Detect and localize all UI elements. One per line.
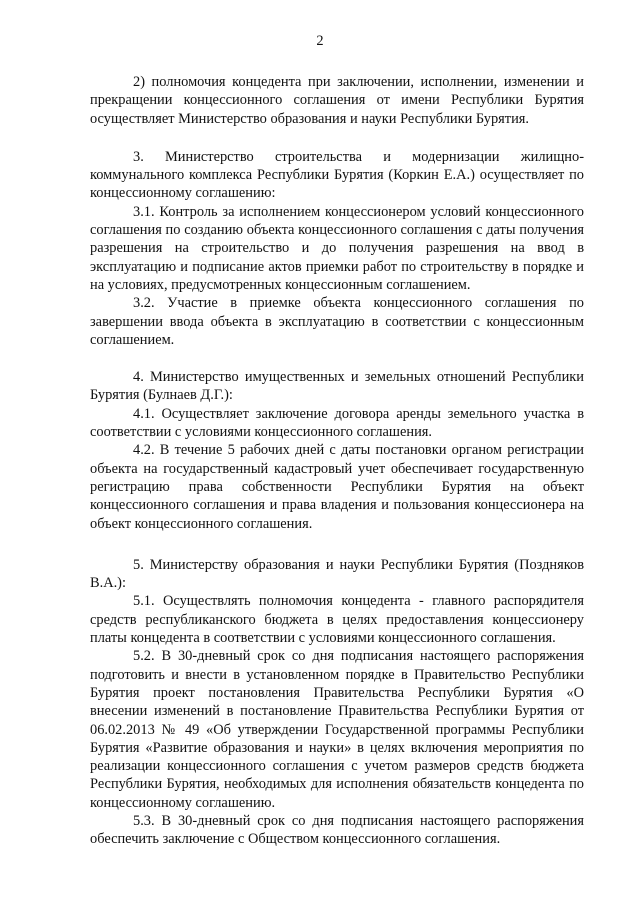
paragraph-5-2-draft-resolution: 5.2. В 30-дневный срок со дня подписания настоящего распоряжения подготовить и внести в установленном порядке в Правительство Республики Бурятия проект постановления Правительства Республики Бурятия «О внесении изменений в постановление Правительства Республики Бурятия от 06.02.2013 № 49 «Об утверждении Государственной программы Республики Бурятия «Развитие образования и науки» в целях включения мероприятия по реализации концессионного соглашения с учетом размеров средств бюджета Республики Бурятия, необходимых для исполнения обязательств концедента по концессионному соглашению.: [90, 648, 584, 811]
paragraph-3-2-acceptance: 3.2. Участие в приемке объекта концессионного соглашения по завершении ввода объекта в эксплуатацию в соответствии с концессионным соглашением.: [90, 295, 584, 348]
paragraph-4-ministry-property: 4. Министерство имущественных и земельных отношений Республики Бурятия (Булнаев Д.Г.):: [90, 369, 584, 404]
paragraph-5-3-agreement: 5.3. В 30-дневный срок со дня подписания настоящего распоряжения обеспечить заключение с Обществом концессионного соглашения.: [90, 812, 584, 848]
paragraph-4-2-registration: 4.2. В течение 5 рабочих дней с даты постановки органом регистрации объекта на государственный кадастровый учет обеспечивает государственную регистрацию права собственности Республики Бурятия на объект концессионного соглашения и права владения и пользования концессионера на объект концессионного соглашения.: [90, 442, 584, 532]
paragraph-4-1-lease: 4.1. Осуществляет заключение договора аренды земельного участка в соответствии с условиями концессионного соглашения.: [90, 405, 584, 441]
page-number: 2: [316, 33, 324, 49]
paragraph-3-ministry-construction: 3. Министерство строительства и модернизации жилищно-коммунального комплекса Республики Бурятия (Коркин Е.А.) осуществляет по концессионному соглашению:: [90, 148, 584, 202]
document-body: [90, 73, 584, 849]
paragraph-5-1-grantor-powers: 5.1. Осуществлять полномочия концедента - главного распорядителя средств республиканского бюджета в целях предоставления концессионеру платы концедента в соответствии с условиями концессионного соглашения.: [90, 593, 584, 647]
paragraph-3-1-control: 3.1. Контроль за исполнением концессионером условий концессионного соглашения по созданию объекта концессионного соглашения с даты получения разрешения на строительство и до получения разрешения на ввод в эксплуатацию и подписание актов приемки работ по строительству в порядке и на условиях, предусмотренных концессионным соглашением.: [90, 203, 584, 293]
paragraph-5-ministry-education: 5. Министерству образования и науки Республики Бурятия (Поздняков В.А.):: [90, 556, 584, 592]
paragraph-2-powers: 2) полномочия концедента при заключении, исполнении, изменении и прекращении концессионного соглашения от имени Республики Бурятия осуществляет Министерство образования и науки Республики Бурятия.: [90, 74, 584, 127]
